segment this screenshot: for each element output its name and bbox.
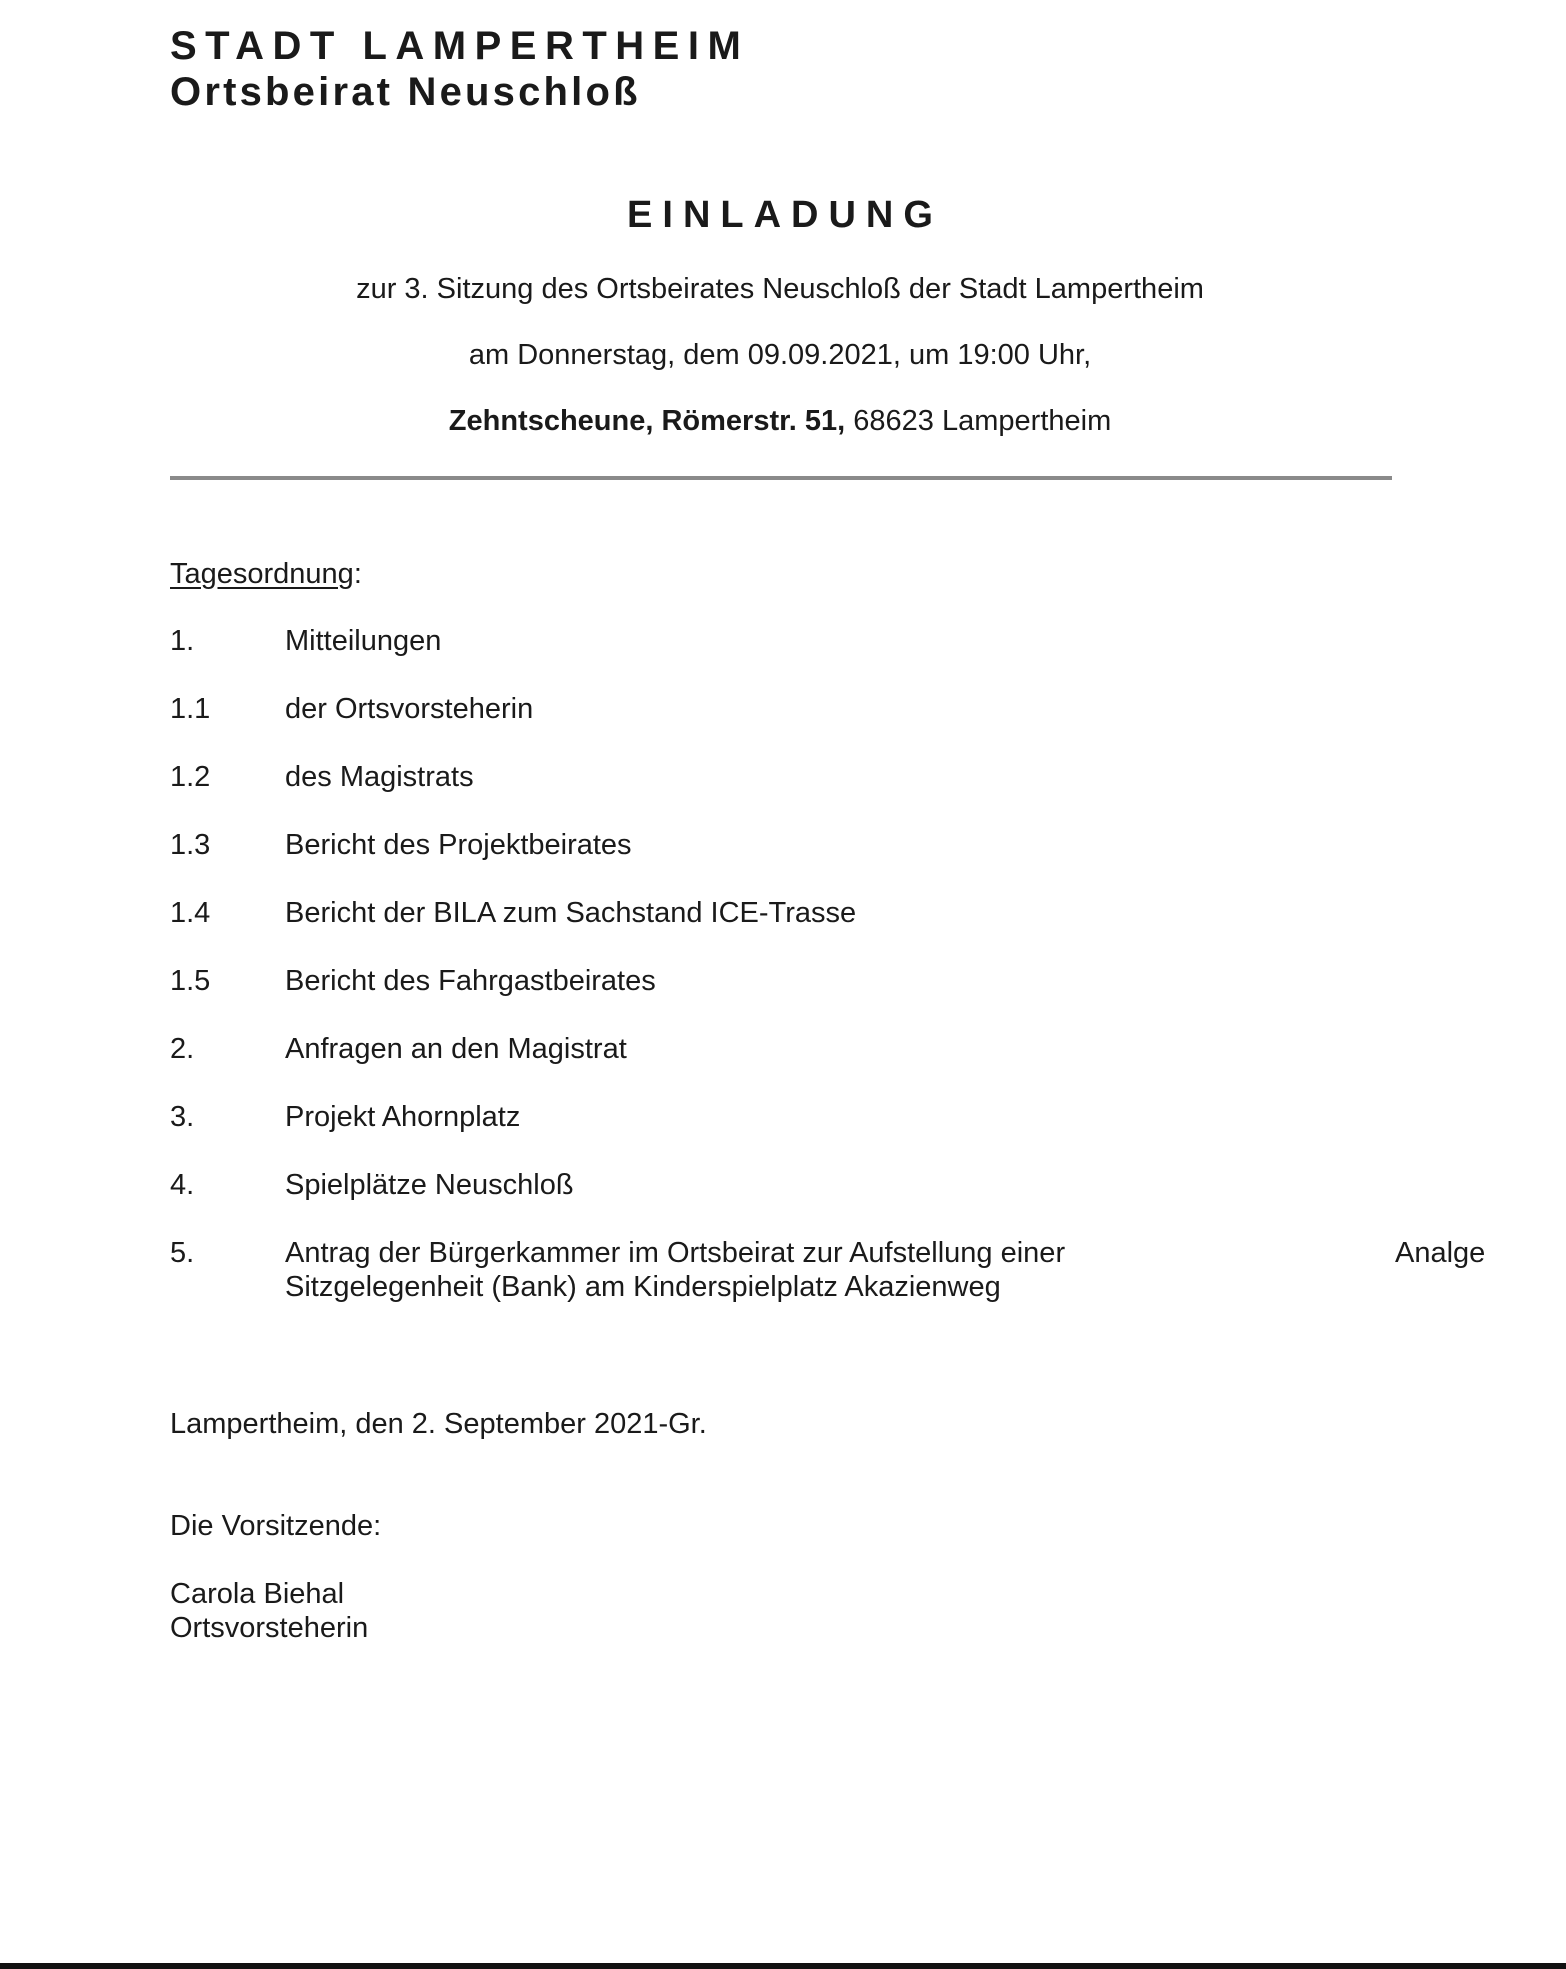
- agenda-item-text: Mitteilungen: [285, 625, 442, 657]
- agenda-heading: [170, 556, 362, 592]
- attachment-note: Analge: [1395, 1237, 1486, 1269]
- agenda-item-number: 2.: [170, 1033, 195, 1065]
- signatory-name: Carola Biehal: [170, 1578, 345, 1610]
- document-title: EINLADUNG: [627, 194, 943, 236]
- agenda-item-text: des Magistrats: [285, 761, 474, 793]
- agenda-item-text: Bericht des Fahrgastbeirates: [285, 965, 656, 997]
- agenda-item-text: Antrag der Bürgerkammer im Ortsbeirat zur Aufstellung einer: [285, 1237, 1066, 1269]
- chair-label: Die Vorsitzende:: [170, 1510, 382, 1542]
- place-and-date: Lampertheim, den 2. September 2021-Gr.: [170, 1408, 707, 1440]
- agenda-item-number: 1.1: [170, 693, 211, 725]
- agenda-item-text: der Ortsvorsteherin: [285, 693, 534, 725]
- council-name: Ortsbeirat Neuschloß: [170, 70, 641, 114]
- meeting-date-line: am Donnerstag, dem 09.09.2021, um 19:00 Uhr,: [468, 339, 1092, 371]
- agenda-heading-text: Tagesordnung: [170, 558, 354, 590]
- bottom-edge-line: [0, 1963, 1566, 1969]
- meeting-session-line: zur 3. Sitzung des Ortsbeirates Neuschloß der Stadt Lampertheim: [356, 273, 1204, 305]
- agenda-item-text: Anfragen an den Magistrat: [285, 1033, 627, 1065]
- horizontal-divider: [170, 476, 1392, 480]
- agenda-item-number: 3.: [170, 1101, 195, 1133]
- agenda-item-text: Bericht der BILA zum Sachstand ICE-Trasse: [285, 897, 857, 929]
- agenda-item-text: Projekt Ahornplatz: [285, 1101, 521, 1133]
- meeting-location-venue: Zehntscheune, Römerstr. 51,: [448, 405, 846, 437]
- agenda-item-text-line2: Sitzgelegenheit (Bank) am Kinderspielplatz Akazienweg: [285, 1271, 1001, 1303]
- agenda-item-number: 4.: [170, 1169, 195, 1201]
- agenda-item-number: 1.4: [170, 897, 211, 929]
- agenda-heading-colon: :: [353, 558, 362, 590]
- agenda-item-number: 1.3: [170, 829, 211, 861]
- agenda-item-number: 1.: [170, 625, 195, 657]
- agenda-item-number: 1.2: [170, 761, 211, 793]
- city-name: STADT LAMPERTHEIM: [170, 24, 750, 68]
- agenda-item-text: Bericht des Projektbeirates: [285, 829, 632, 861]
- agenda-item-text: Spielplätze Neuschloß: [285, 1169, 574, 1201]
- meeting-location-city: 68623 Lampertheim: [845, 405, 1112, 437]
- signatory-role: Ortsvorsteherin: [170, 1612, 369, 1644]
- meeting-location-line: [0, 403, 1560, 439]
- agenda-item-number: 5.: [170, 1237, 195, 1269]
- agenda-item-number: 1.5: [170, 965, 211, 997]
